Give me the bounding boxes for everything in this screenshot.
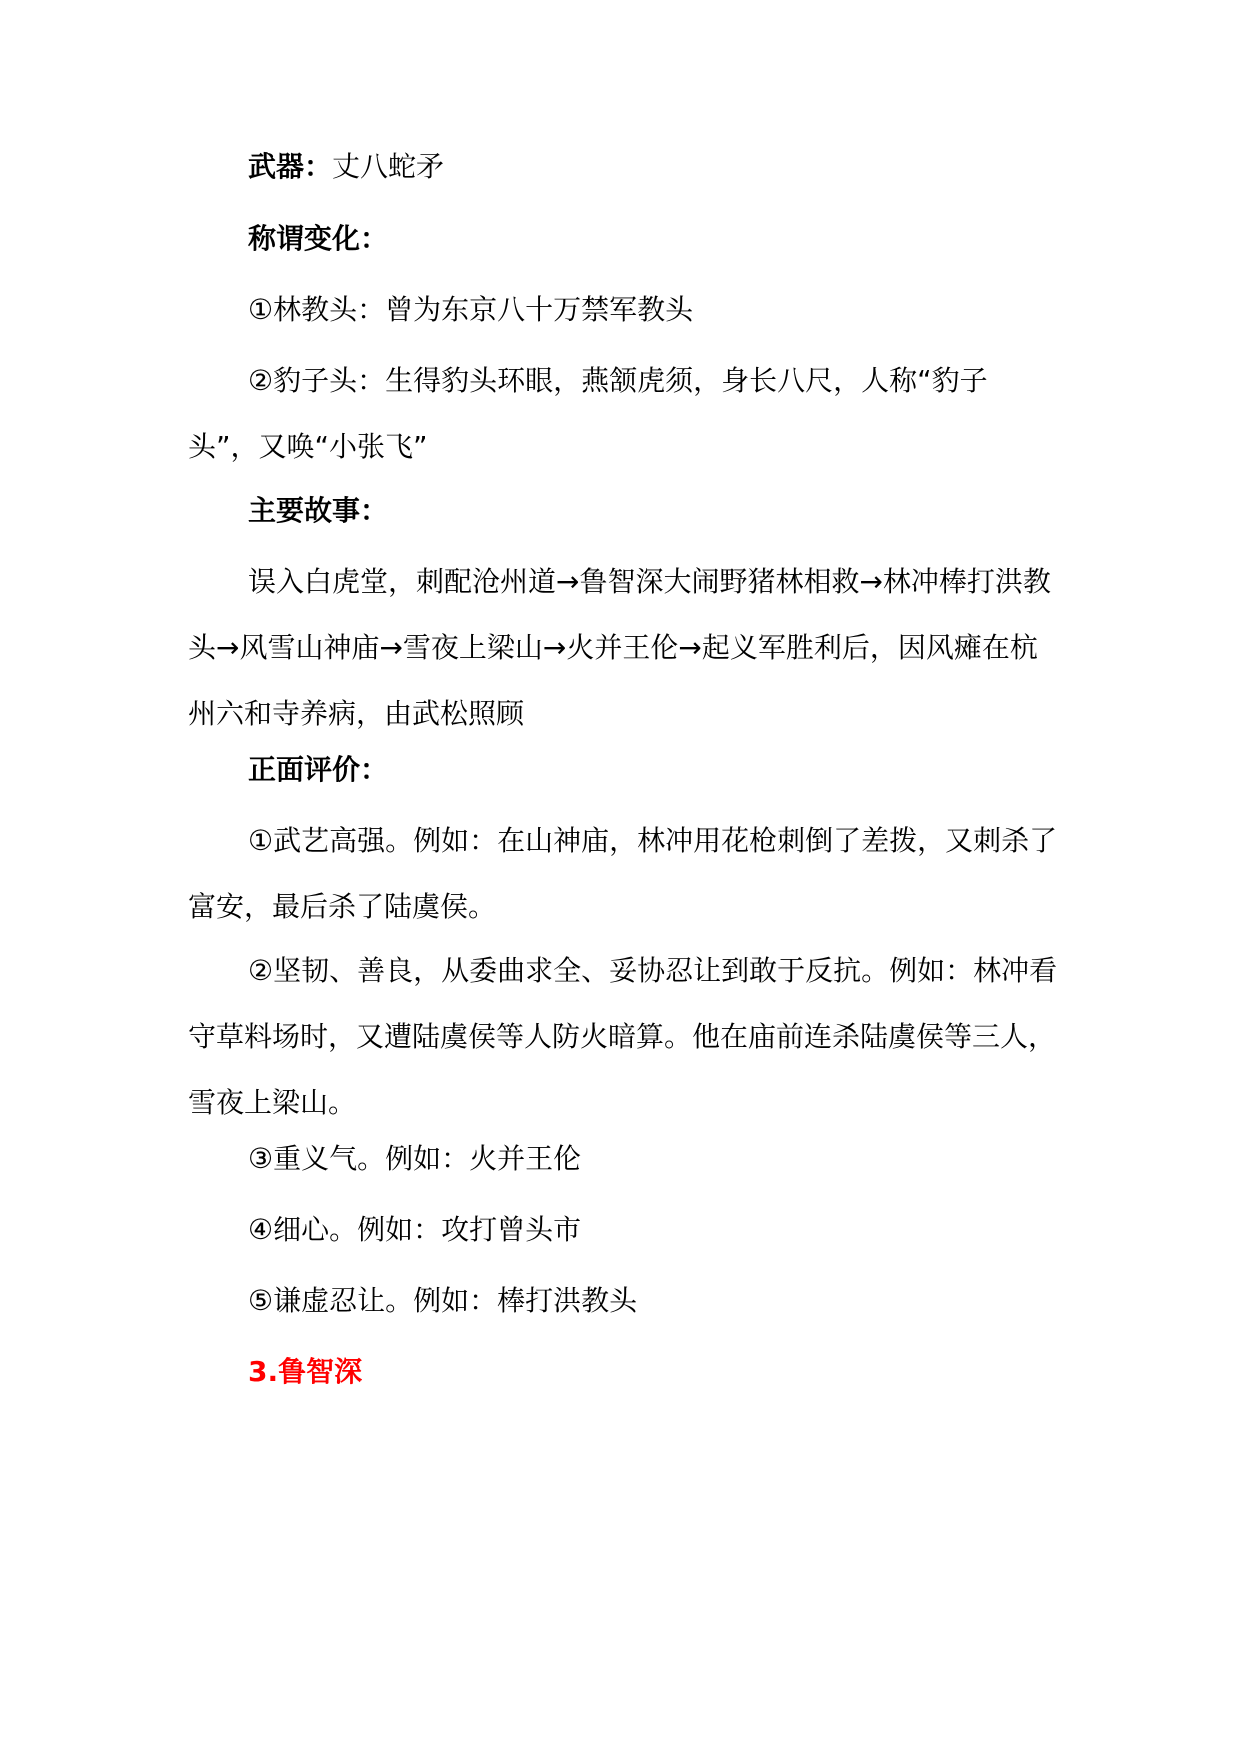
story-text: 误入白虎堂，刺配沧州道→鲁智深大闹野猪林相救→林冲棒打洪教头→风雪山神庙→雪夜上梁山→火并王伦→起义军胜利后，因风瘫在杭州六和寺养病，由武松照顾 [188,565,1051,730]
weapon-label: 武器： [248,150,333,183]
story-heading: 主要故事： [248,494,389,527]
evaluation-item-4: ④细心。例如：攻打曾头市 [248,1213,582,1246]
weapon-line [188,134,1058,200]
evaluation-item-1: ①武艺高强。例如：在山神庙，林冲用花枪刺倒了差拨，又刺杀了富安，最后杀了陆虞侯。 [188,824,1058,923]
evaluation-item-5: ⑤谦虚忍让。例如：棒打洪教头 [248,1284,638,1317]
weapon-value: 丈八蛇矛 [332,150,445,183]
section-title-lu-zhishen: 3.鲁智深 [248,1355,363,1388]
evaluation-item-2: ②坚韧、善良，从委曲求全、妥协忍让到敢于反抗。例如：林冲看守草料场时，又遭陆虞侯等人防火暗算。他在庙前连杀陆虞侯等三人，雪夜上梁山。 [188,954,1058,1119]
evaluation-item-3: ③重义气。例如：火并王伦 [248,1142,582,1175]
titles-item-2: ②豹子头：生得豹头环眼，燕颔虎须，身长八尺，人称“豹子头”，又唤“小张飞” [188,364,988,463]
titles-heading: 称谓变化： [248,222,389,255]
evaluation-heading: 正面评价： [248,753,389,786]
titles-item-1: ①林教头：曾为东京八十万禁军教头 [248,293,694,326]
